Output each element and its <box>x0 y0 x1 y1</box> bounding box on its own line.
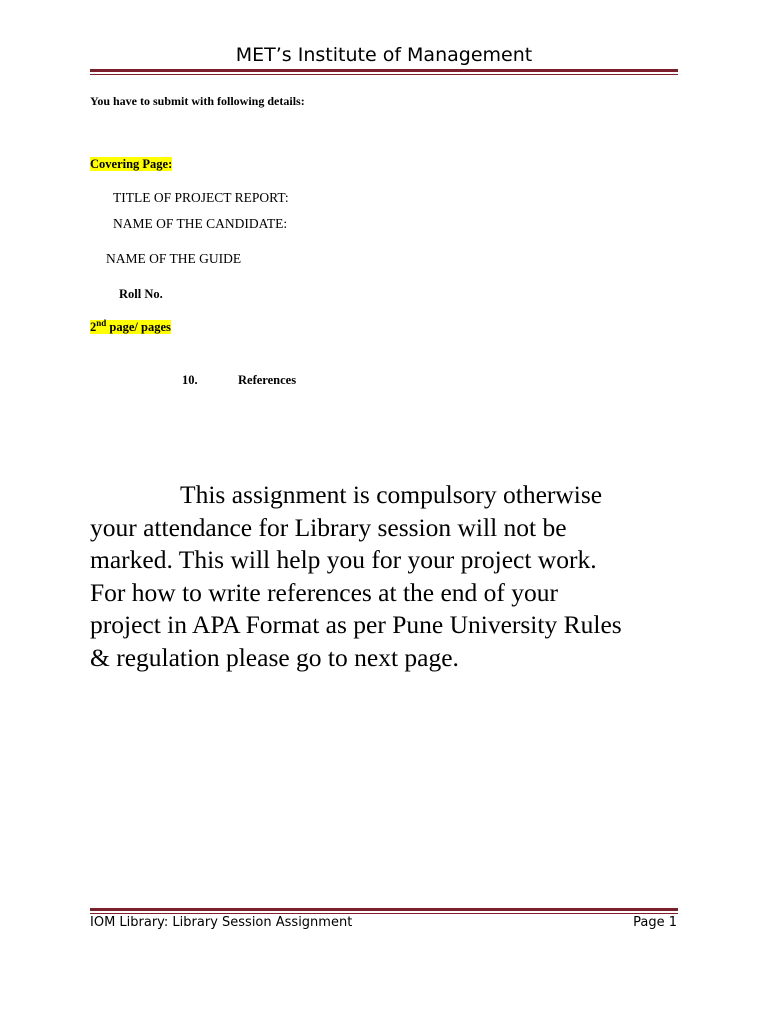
covering-page-label <box>90 157 172 172</box>
intro-text: You have to submit with following details: <box>90 94 305 108</box>
item-title-of-project: TITLE OF PROJECT REPORT: <box>113 190 289 205</box>
paragraph-line: This assignment is compulsory otherwise <box>180 480 603 509</box>
header-rule <box>90 69 678 75</box>
paragraph-line: For how to write references at the end of your <box>90 577 559 607</box>
item-roll-no: Roll No. <box>119 287 163 301</box>
reference-number: 10. <box>182 373 198 387</box>
item-name-of-guide: NAME OF THE GUIDE <box>106 251 242 266</box>
item-name-of-candidate: NAME OF THE CANDIDATE: <box>113 216 288 231</box>
footer-left-text: IOM Library: Library Session Assignment <box>90 915 353 930</box>
second-page-highlight: 2nd page/ pages <box>90 318 171 334</box>
paragraph-line: marked. This will help you for your project work. <box>90 545 597 574</box>
second-page-label <box>90 320 171 335</box>
assignment-paragraph <box>90 479 690 674</box>
header-title: MET’s Institute of Management <box>235 44 533 66</box>
page-number: Page 1 <box>633 915 677 930</box>
covering-page-highlight: Covering Page: <box>90 157 173 171</box>
footer-rule <box>90 908 678 914</box>
paragraph-line: project in APA Format as per Pune University Rules <box>90 610 622 639</box>
paragraph-line: & regulation please go to next page. <box>90 642 459 672</box>
reference-label: References <box>238 373 297 387</box>
paragraph-line: your attendance for Library session will not be <box>90 512 567 542</box>
